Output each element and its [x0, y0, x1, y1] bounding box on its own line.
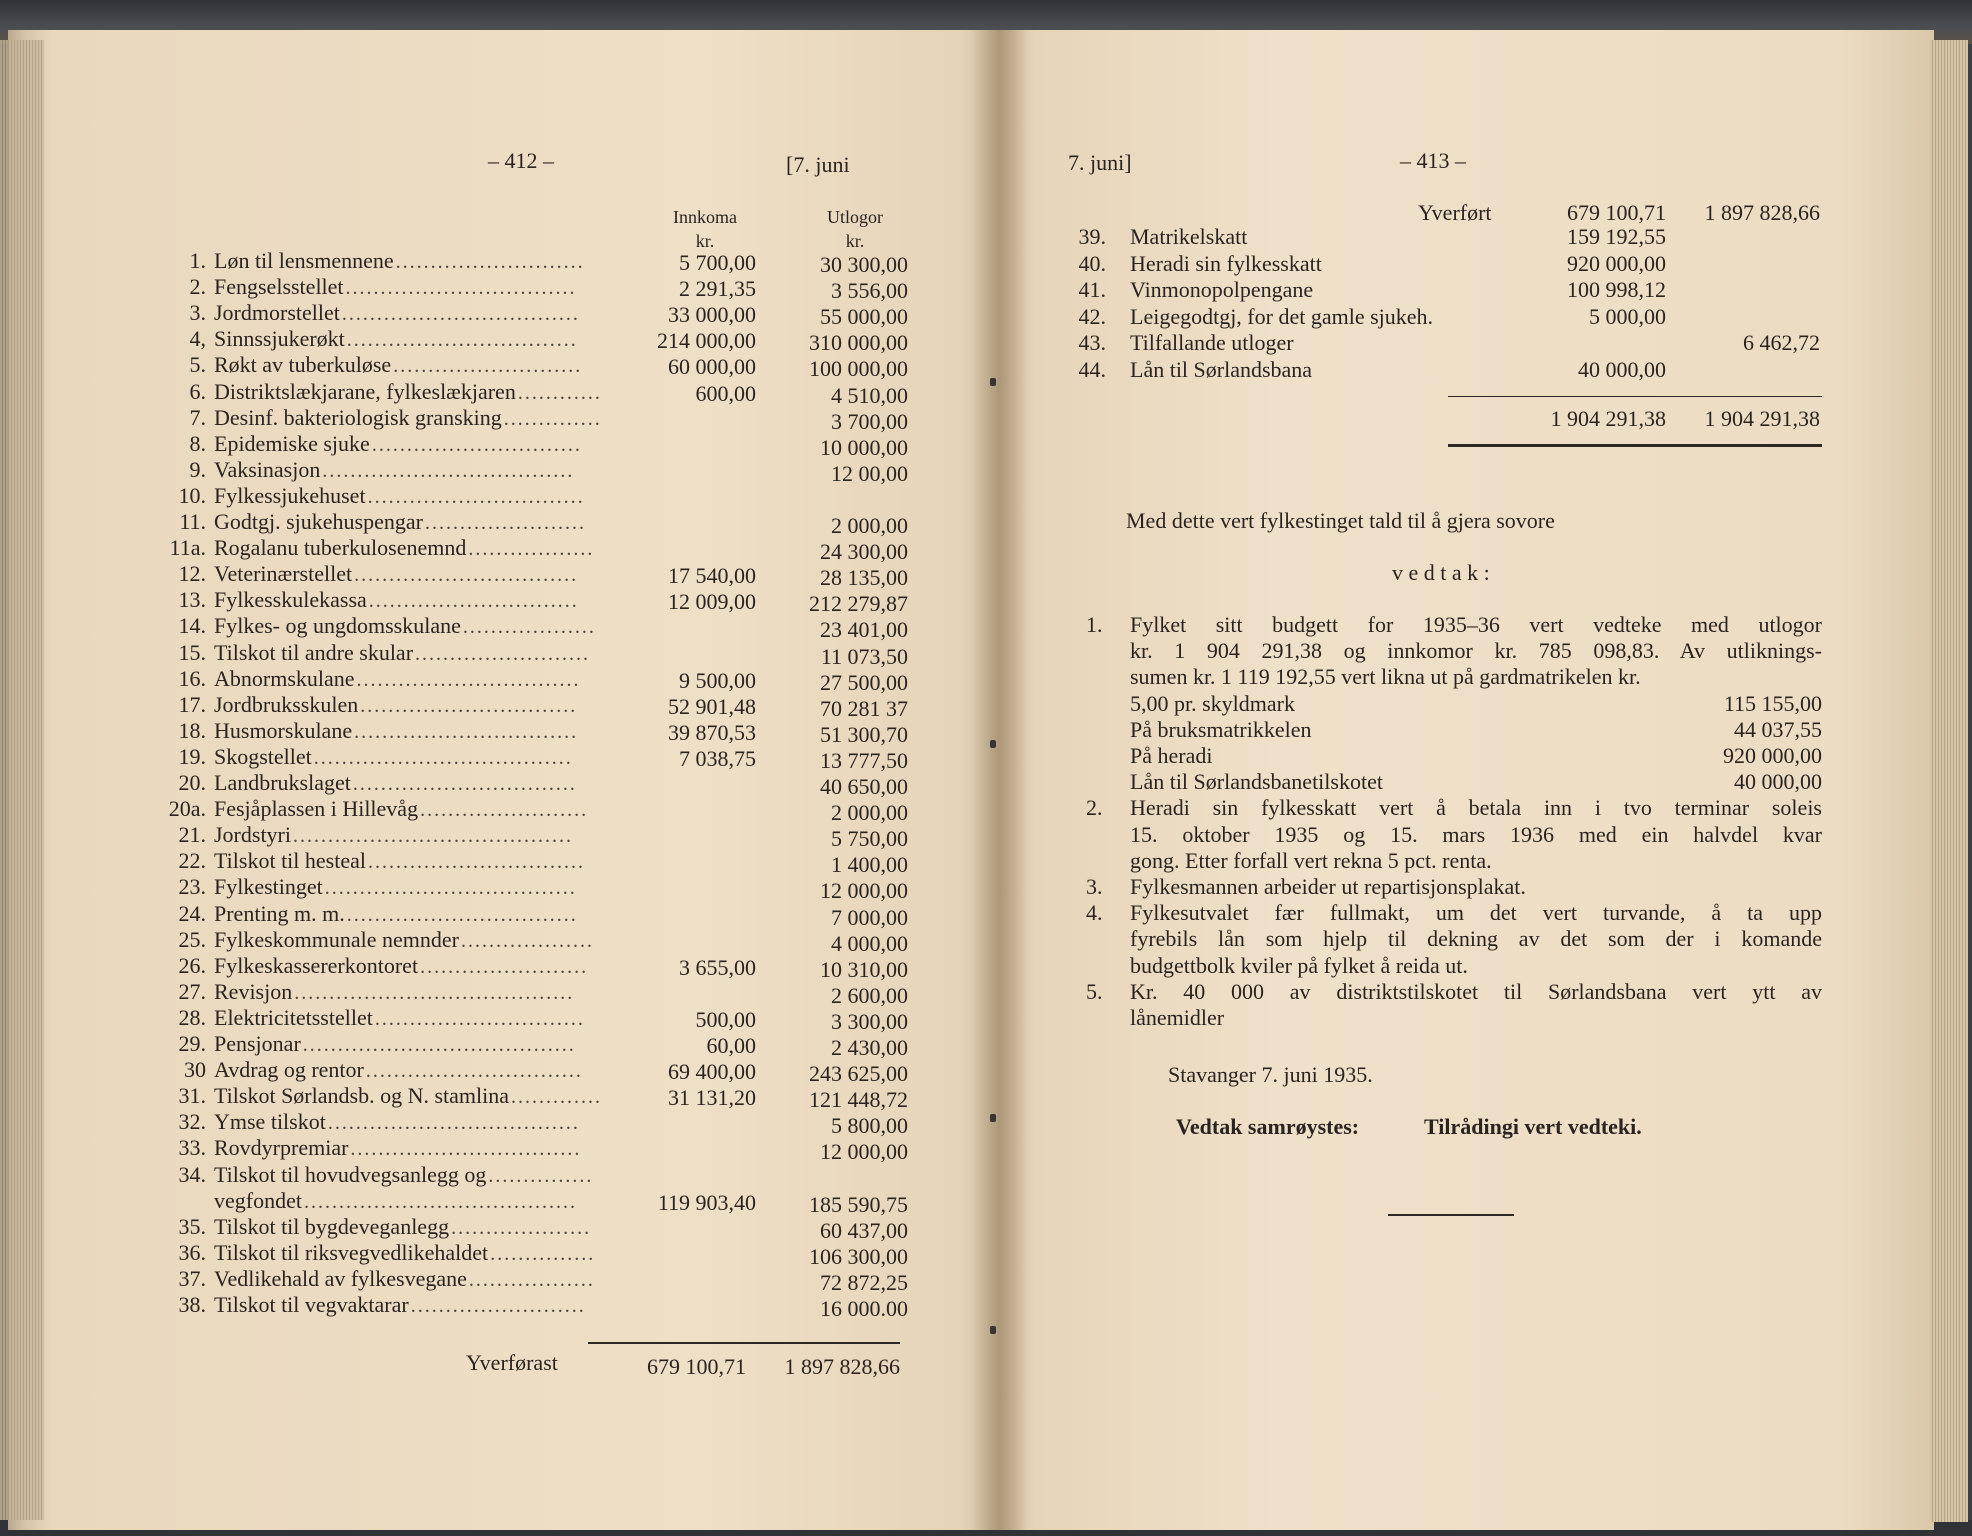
- item-line: sumen kr. 1 119 192,55 vert likna ut på gardmatrikelen kr.: [1130, 664, 1641, 689]
- breakdown-amount: 115 155,00: [1723, 691, 1822, 716]
- row-label: Distriktslækjarane, fylkeslækjaren: [214, 379, 516, 404]
- item-line: gong. Etter forfall vert rekna 5 pct. renta.: [1130, 848, 1492, 873]
- row-number: 36.: [178, 1240, 206, 1265]
- row-leader: ........................................: [294, 982, 575, 1004]
- row-expense: 5 800,00: [831, 1113, 908, 1138]
- page-number-left: – 412 –: [488, 148, 554, 173]
- row-label: Fylkessjukehuset: [214, 483, 366, 508]
- row-label: Lån til Sørlandsbana: [1130, 357, 1313, 382]
- book-gutter: [972, 30, 1028, 1530]
- item-line: fyrebils lån som hjelp til dekning av det som der i komande: [1130, 926, 1822, 951]
- row-number: 21.: [178, 822, 206, 847]
- left-page-edges: [0, 40, 44, 1520]
- row-number: 33.: [178, 1135, 206, 1160]
- row-number: 20.: [178, 770, 206, 795]
- row-label: Tilskot til riksvegvedlikehaldet: [214, 1240, 489, 1265]
- row-expense: 11 073,50: [820, 644, 908, 669]
- row-expense: 60 437,00: [820, 1218, 908, 1243]
- row-expense: 30 300,00: [820, 252, 908, 277]
- expense-column-unit: kr.: [845, 231, 865, 251]
- row-leader: ...............................: [367, 486, 585, 508]
- row-income: 920 000,00: [1567, 251, 1666, 276]
- row-label: Fylkesskulekassa: [214, 587, 367, 612]
- row-number: 27.: [178, 979, 206, 1004]
- row-number: 26.: [178, 953, 206, 978]
- row-income: 5 700,00: [679, 250, 756, 275]
- row-number: 37.: [178, 1266, 206, 1291]
- row-number: 12.: [178, 561, 206, 586]
- breakdown-label: 5,00 pr. skyldmark: [1130, 691, 1295, 716]
- row-income: 31 131,20: [668, 1085, 756, 1110]
- row-leader: .....................................: [313, 747, 573, 769]
- row-number: 14.: [178, 613, 206, 638]
- row-label: Leigegodtgj, for det gamle sjukeh.: [1130, 304, 1434, 329]
- row-label: Fylkeskassererkontoret: [214, 953, 419, 978]
- income-column-unit: kr.: [695, 231, 715, 251]
- row-leader: ..............................: [374, 1008, 585, 1030]
- row-expense: 121 448,72: [809, 1087, 908, 1112]
- row-number: 4,: [189, 326, 206, 351]
- total-rule-bottom: [1448, 444, 1822, 447]
- resolution-label: Vedtak samrøystes:: [1176, 1114, 1360, 1139]
- row-number: 6.: [189, 379, 206, 404]
- item-line: Fylket sitt budgett for 1935–36 vert vedteke med utlogor: [1130, 612, 1822, 637]
- row-expense: 12 000,00: [820, 878, 908, 903]
- row-leader: ...............................: [360, 695, 578, 717]
- date-header-left: [7. juni: [786, 152, 850, 177]
- row-leader: ................................: [352, 773, 577, 795]
- row-label: Fengselsstellet: [214, 274, 344, 299]
- row-leader: ........................: [420, 956, 589, 978]
- row-leader: ...............: [488, 1165, 594, 1187]
- row-number: 24.: [178, 901, 206, 926]
- item-line: kr. 1 904 291,38 og innkomor kr. 785 098,83. Av utliknings-: [1130, 638, 1822, 663]
- row-leader: ...............................: [367, 851, 585, 873]
- row-income: 100 998,12: [1567, 277, 1666, 302]
- row-label: Vedlikehald av fylkesvegane: [214, 1266, 467, 1291]
- row-leader: ...........................: [393, 355, 583, 377]
- row-leader: .................................: [350, 1138, 582, 1160]
- row-number: 9.: [189, 457, 206, 482]
- row-expense: 185 590,75: [809, 1192, 908, 1217]
- item-number: 3.: [1086, 874, 1103, 899]
- income-column-header: Innkoma: [673, 207, 737, 227]
- total-expense: 1 904 291,38: [1704, 406, 1820, 431]
- row-number: 17.: [178, 692, 206, 717]
- row-income: 159 192,55: [1567, 224, 1666, 249]
- row-label: Jordbruksskulen: [214, 692, 359, 717]
- row-leader: .................................: [346, 904, 578, 926]
- row-number: 8.: [189, 431, 206, 456]
- row-expense: 2 000,00: [831, 513, 908, 538]
- breakdown-label: På bruksmatrikkelen: [1130, 717, 1312, 742]
- right-page-edges: [1930, 40, 1968, 1522]
- row-label: Tilskot til hovudvegsanlegg og: [214, 1162, 487, 1187]
- row-number: 35.: [178, 1214, 206, 1239]
- row-expense: 106 300,00: [809, 1244, 908, 1269]
- row-label: Skogstellet: [214, 744, 312, 769]
- carry-forward-label: Yverførast: [466, 1350, 558, 1375]
- row-number: 11.: [179, 509, 206, 534]
- row-number: 19.: [178, 744, 206, 769]
- row-income: 214 000,00: [657, 328, 756, 353]
- row-label: Veterinærstellet: [214, 561, 353, 586]
- row-leader: .........................: [415, 643, 591, 665]
- row-label: Tilskot til hesteal: [214, 848, 366, 873]
- row-income: 12 009,00: [668, 589, 756, 614]
- row-expense: 3 700,00: [831, 409, 908, 434]
- row-number: 10.: [178, 483, 206, 508]
- row-expense: 243 625,00: [809, 1061, 908, 1086]
- row-expense: 310 000,00: [809, 330, 908, 355]
- intro-text: Med dette vert fylkestinget tald til å gjera sovore: [1126, 508, 1555, 533]
- row-label: Fylkestinget: [214, 874, 323, 899]
- carry-forward-expense: 1 897 828,66: [784, 1354, 900, 1379]
- row-number: 5.: [189, 352, 206, 377]
- item-number: 1.: [1086, 612, 1103, 637]
- row-income: 500,00: [695, 1007, 756, 1032]
- row-income: 33 000,00: [668, 302, 756, 327]
- row-label: Godtgj. sjukehuspengar: [214, 509, 423, 534]
- item-number: 4.: [1086, 900, 1103, 925]
- row-number: 39.: [1078, 224, 1106, 249]
- item-line: Fylkesutvalet fær fullmakt, um det vert turvande, å ta upp: [1130, 900, 1822, 925]
- row-income: 119 903,40: [657, 1190, 756, 1215]
- brought-forward-label: Yverført: [1418, 200, 1492, 225]
- row-number: 18.: [178, 718, 206, 743]
- row-leader: ..................: [468, 1269, 595, 1291]
- item-line: Fylkesmannen arbeider ut repartisjonsplakat.: [1130, 874, 1526, 899]
- row-label: Landbrukslaget: [214, 770, 351, 795]
- row-number: 44.: [1078, 357, 1106, 382]
- resolution-text: Tilrådingi vert vedteki.: [1424, 1114, 1642, 1139]
- row-expense: 27 500,00: [820, 670, 908, 695]
- row-leader: ..............: [503, 408, 602, 430]
- row-leader: ........................................: [293, 825, 573, 847]
- row-number: 28.: [178, 1005, 206, 1030]
- row-label: Ymse tilskot: [214, 1109, 326, 1134]
- row-expense: 3 300,00: [831, 1009, 908, 1034]
- row-leader: ................................: [354, 564, 579, 586]
- item-line: Kr. 40 000 av distriktstilskotet til Sørlandsbana vert ytt av: [1130, 979, 1822, 1004]
- row-label: Avdrag og rentor: [214, 1057, 364, 1082]
- row-expense: 5 750,00: [831, 826, 908, 851]
- breakdown-label: På heradi: [1130, 743, 1213, 768]
- row-label: Rovdyrpremiar: [214, 1135, 349, 1160]
- row-label: Jordstyri: [214, 822, 291, 847]
- row-income: 60,00: [706, 1033, 756, 1058]
- row-number: 30: [184, 1057, 206, 1082]
- row-expense: 2 600,00: [831, 983, 908, 1008]
- brought-forward-expense: 1 897 828,66: [1704, 200, 1820, 225]
- row-number: 31.: [178, 1083, 206, 1108]
- row-expense: 4 510,00: [831, 383, 908, 408]
- item-line: lånemidler: [1130, 1005, 1225, 1030]
- row-number: 42.: [1078, 304, 1106, 329]
- row-label: Epidemiske sjuke: [214, 431, 370, 456]
- row-leader: ....................: [451, 1217, 592, 1239]
- row-leader: ....................................: [322, 460, 575, 482]
- row-expense: 6 462,72: [1743, 330, 1820, 355]
- item-line: 15. oktober 1935 og 15. mars 1936 med ein halvdel kvar: [1130, 822, 1822, 847]
- row-income: 7 038,75: [679, 746, 756, 771]
- breakdown-amount: 920 000,00: [1723, 743, 1822, 768]
- row-number: 40.: [1078, 251, 1106, 276]
- item-line: budgettbolk kviler på fylket å reida ut.: [1130, 953, 1468, 978]
- row-leader: .......................: [424, 512, 586, 534]
- item-line: Heradi sin fylkesskatt vert å betala inn i tvo terminar soleis: [1130, 795, 1822, 820]
- row-expense: 13 777,50: [820, 748, 908, 773]
- row-expense: 2 000,00: [831, 800, 908, 825]
- row-number: 38.: [178, 1292, 206, 1317]
- row-number: 32.: [178, 1109, 206, 1134]
- row-expense: 2 430,00: [831, 1035, 908, 1060]
- row-income: 2 291,35: [679, 276, 756, 301]
- row-leader: ................................: [354, 721, 579, 743]
- row-expense: 100 000,00: [809, 356, 908, 381]
- row-leader: ..................: [468, 538, 595, 560]
- row-leader: ................................: [356, 669, 581, 691]
- date-header-right: 7. juni]: [1068, 150, 1132, 175]
- row-number: 7.: [189, 405, 206, 430]
- row-number: 16.: [178, 666, 206, 691]
- row-label: Tilskot til bygdeveganlegg: [214, 1214, 450, 1239]
- row-label: Fylkes- og ungdomsskulane: [214, 613, 461, 638]
- row-leader: .............: [511, 1086, 602, 1108]
- row-number: 23.: [178, 874, 206, 899]
- row-leader: ....................................: [324, 877, 577, 899]
- row-label: Matrikelskatt: [1130, 224, 1248, 249]
- row-leader: ...................: [461, 930, 595, 952]
- binding-stitch: [990, 740, 996, 748]
- row-number: 1.: [189, 248, 206, 273]
- row-label: Revisjon: [214, 979, 293, 1004]
- total-income: 1 904 291,38: [1550, 406, 1666, 431]
- row-label: Tilfallande utloger: [1130, 330, 1294, 355]
- row-expense: 4 000,00: [831, 931, 908, 956]
- row-income: 600,00: [695, 381, 756, 406]
- row-number: 43.: [1078, 330, 1106, 355]
- row-expense: 3 556,00: [831, 278, 908, 303]
- row-income: 52 901,48: [668, 694, 756, 719]
- binding-stitch: [990, 378, 996, 386]
- row-income: 17 540,00: [668, 563, 756, 588]
- row-expense: 72 872,25: [820, 1270, 908, 1295]
- row-expense: 7 000,00: [831, 905, 908, 930]
- row-leader: .......................................: [302, 1034, 576, 1056]
- binding-stitch: [990, 1326, 996, 1334]
- row-leader: ............: [517, 382, 602, 404]
- row-number: 2.: [189, 274, 206, 299]
- row-label: Abnormskulane: [214, 666, 355, 691]
- row-leader: ...............: [490, 1243, 596, 1265]
- row-number: 41.: [1078, 277, 1106, 302]
- sum-rule-left: [588, 1342, 900, 1344]
- row-leader: .........................: [410, 1295, 586, 1317]
- item-number: 2.: [1086, 795, 1103, 820]
- row-income: 40 000,00: [1578, 357, 1666, 382]
- expense-column-header: Utlogor: [827, 207, 883, 227]
- breakdown-amount: 44 037,55: [1734, 717, 1822, 742]
- row-leader: ..................................: [341, 303, 580, 325]
- row-number: 29.: [178, 1031, 206, 1056]
- row-leader: ........................: [420, 799, 589, 821]
- row-label: Pensjonar: [214, 1031, 301, 1056]
- row-leader: ...........................: [395, 251, 585, 273]
- row-leader: ...................: [462, 616, 596, 638]
- brought-forward-income: 679 100,71: [1567, 200, 1666, 225]
- row-expense: 28 135,00: [820, 565, 908, 590]
- row-label: Husmorskulane: [214, 718, 353, 743]
- row-label: Løn til lensmennene: [214, 248, 394, 273]
- row-label: Tilskot Sørlandsb. og N. stamlina: [214, 1083, 509, 1108]
- row-number: 13.: [178, 587, 206, 612]
- row-label: Heradi sin fylkesskatt: [1130, 251, 1322, 276]
- row-label: Prenting m. m.: [214, 901, 345, 926]
- row-label: Fylkeskommunale nemnder: [214, 927, 460, 952]
- row-label: Tilskot til andre skular: [214, 640, 414, 665]
- row-expense: 12 00,00: [831, 461, 908, 486]
- closing-rule: [1388, 1214, 1514, 1216]
- row-expense: 10 310,00: [820, 957, 908, 982]
- row-number: 15.: [178, 640, 206, 665]
- row-label: Vinmonopolpengane: [1130, 277, 1314, 302]
- row-label: Røkt av tuberkuløse: [214, 352, 392, 377]
- row-expense: 23 401,00: [820, 617, 908, 642]
- row-expense: 55 000,00: [820, 304, 908, 329]
- row-income: 39 870,53: [668, 720, 756, 745]
- row-leader: .......................................: [303, 1191, 577, 1213]
- row-income: 3 655,00: [679, 955, 756, 980]
- row-label: Tilskot til vegvaktarar: [214, 1292, 409, 1317]
- row-number: 20a.: [168, 796, 206, 821]
- carry-forward-income: 679 100,71: [647, 1354, 746, 1379]
- binding-stitch: [990, 1114, 996, 1122]
- page-number-right: – 413 –: [1400, 148, 1466, 173]
- row-income: 5 000,00: [1589, 304, 1666, 329]
- row-income: 9 500,00: [679, 668, 756, 693]
- row-expense: 12 000,00: [820, 1139, 908, 1164]
- row-label: Sinnssjukerøkt: [214, 326, 345, 351]
- row-label: Vaksinasjon: [214, 457, 321, 482]
- row-leader: ....................................: [327, 1112, 580, 1134]
- row-income: 69 400,00: [668, 1059, 756, 1084]
- row-expense: 1 400,00: [831, 852, 908, 877]
- row-expense: 40 650,00: [820, 774, 908, 799]
- row-leader: ...............................: [365, 1060, 583, 1082]
- row-number: 22.: [178, 848, 206, 873]
- row-leader: .................................: [346, 329, 578, 351]
- vedtak-heading: v e d t a k :: [1392, 560, 1490, 585]
- row-number: 11a.: [169, 535, 206, 560]
- row-expense: 70 281 37: [820, 696, 908, 721]
- row-number: 3.: [189, 300, 206, 325]
- row-label: vegfondet: [214, 1188, 302, 1213]
- row-leader: ..............................: [371, 434, 582, 456]
- place-date: Stavanger 7. juni 1935.: [1168, 1062, 1373, 1087]
- row-expense: 51 300,70: [820, 722, 908, 747]
- row-income: 60 000,00: [668, 354, 756, 379]
- row-label: Fesjåplassen i Hillevåg: [214, 796, 419, 821]
- row-expense: 16 000.00: [820, 1296, 908, 1321]
- item-number: 5.: [1086, 979, 1103, 1004]
- row-label: Jordmorstellet: [214, 300, 340, 325]
- total-rule-top: [1448, 396, 1822, 397]
- row-leader: ..............................: [368, 590, 579, 612]
- row-expense: 10 000,00: [820, 435, 908, 460]
- row-expense: 24 300,00: [820, 539, 908, 564]
- row-number: 25.: [178, 927, 206, 952]
- row-expense: 212 279,87: [809, 591, 908, 616]
- row-leader: .................................: [345, 277, 577, 299]
- row-label: Rogalanu tuberkulosenemnd: [214, 535, 467, 560]
- row-label: Desinf. bakteriologisk gransking: [214, 405, 502, 430]
- breakdown-amount: 40 000,00: [1734, 769, 1822, 794]
- row-number: 34.: [178, 1162, 206, 1187]
- breakdown-label: Lån til Sørlandsbanetilskotet: [1130, 769, 1383, 794]
- row-label: Elektricitetsstellet: [214, 1005, 373, 1030]
